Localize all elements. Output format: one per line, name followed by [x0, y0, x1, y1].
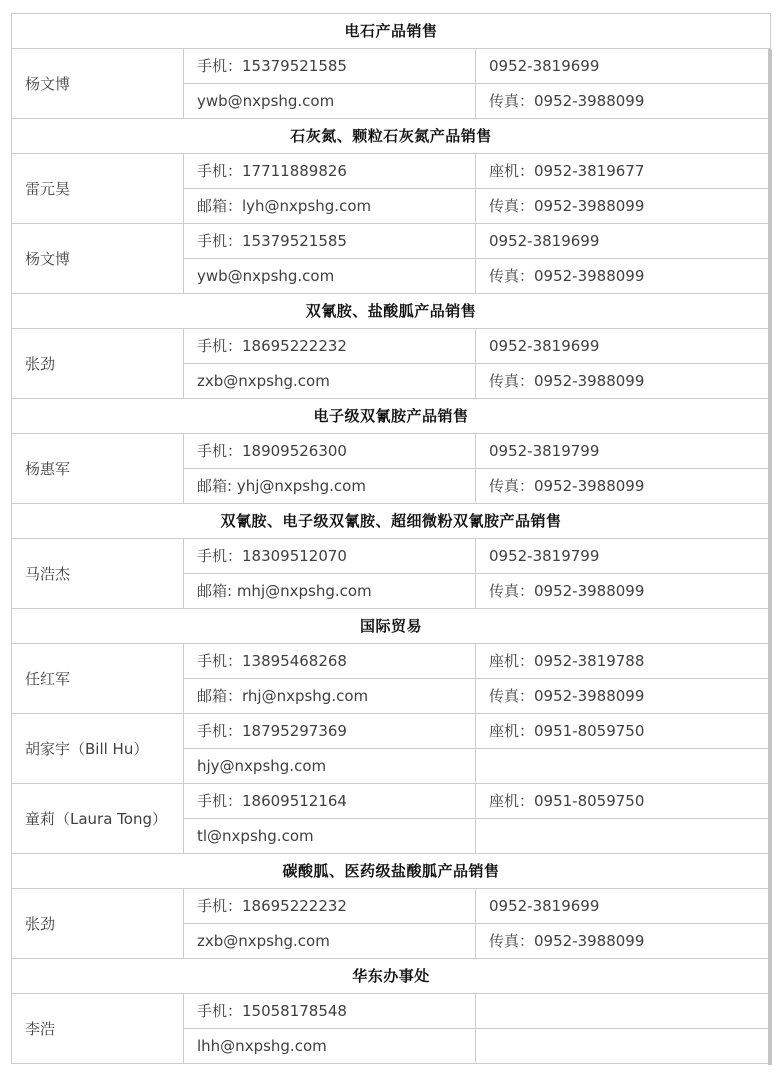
- contact-phone: 座机：0951-8059750: [476, 714, 771, 749]
- contact-name: 李浩: [12, 994, 184, 1064]
- contact-row-primary: [12, 224, 771, 259]
- contact-fax: 传真：0952-3988099: [476, 924, 771, 959]
- section-title: 双氰胺、盐酸胍产品销售: [12, 294, 771, 329]
- section-header-row: [12, 609, 771, 644]
- contact-email: ywb@nxpshg.com: [184, 259, 476, 294]
- contact-email: tl@nxpshg.com: [184, 819, 476, 854]
- contact-fax: 传真：0952-3988099: [476, 364, 771, 399]
- section-title: 电子级双氰胺产品销售: [12, 399, 771, 434]
- contact-name: 张劲: [12, 329, 184, 399]
- contact-name: 雷元昊: [12, 154, 184, 224]
- contact-email: zxb@nxpshg.com: [184, 364, 476, 399]
- contact-mobile: 手机：18795297369: [184, 714, 476, 749]
- contact-name: 任红军: [12, 644, 184, 714]
- contact-fax: 传真：0952-3988099: [476, 574, 771, 609]
- contact-fax: 传真：0952-3988099: [476, 469, 771, 504]
- contact-name: 胡家宇（Bill Hu）: [12, 714, 184, 784]
- contact-phone: 0952-3819699: [476, 224, 771, 259]
- contact-phone: 0952-3819699: [476, 49, 771, 84]
- contact-mobile: 手机：17711889826: [184, 154, 476, 189]
- contact-name: 张劲: [12, 889, 184, 959]
- contact-email: 邮箱：lyh@nxpshg.com: [184, 189, 476, 224]
- contact-mobile: 手机：13895468268: [184, 644, 476, 679]
- contact-name: 马浩杰: [12, 539, 184, 609]
- contact-row-primary: [12, 784, 771, 819]
- contact-phone: 0952-3819799: [476, 434, 771, 469]
- contact-fax: 传真：0952-3988099: [476, 259, 771, 294]
- section-title: 华东办事处: [12, 959, 771, 994]
- section-header-row: [12, 399, 771, 434]
- contact-row-primary: [12, 994, 771, 1029]
- contact-mobile: 手机：15379521585: [184, 224, 476, 259]
- contact-email: hjy@nxpshg.com: [184, 749, 476, 784]
- contact-phone: 座机：0952-3819677: [476, 154, 771, 189]
- contact-phone: 0952-3819699: [476, 889, 771, 924]
- contact-row-primary: [12, 714, 771, 749]
- contact-fax: [476, 819, 771, 854]
- contact-table: [11, 13, 771, 1064]
- section-header-row: [12, 504, 771, 539]
- contact-mobile: 手机：18695222232: [184, 329, 476, 364]
- contact-table-body: [12, 14, 771, 1064]
- contact-name: 杨惠军: [12, 434, 184, 504]
- section-title: 电石产品销售: [12, 14, 771, 49]
- contact-fax: 传真：0952-3988099: [476, 189, 771, 224]
- section-title: 石灰氮、颗粒石灰氮产品销售: [12, 119, 771, 154]
- contact-fax: 传真：0952-3988099: [476, 84, 771, 119]
- section-header-row: [12, 854, 771, 889]
- contact-mobile: 手机：18609512164: [184, 784, 476, 819]
- contact-name: 杨文博: [12, 49, 184, 119]
- contact-phone: 座机：0952-3819788: [476, 644, 771, 679]
- contact-email: 邮箱: yhj@nxpshg.com: [184, 469, 476, 504]
- contact-email: ywb@nxpshg.com: [184, 84, 476, 119]
- contact-row-primary: [12, 889, 771, 924]
- contact-name: 童莉（Laura Tong）: [12, 784, 184, 854]
- contact-email: 邮箱：rhj@nxpshg.com: [184, 679, 476, 714]
- contact-row-primary: [12, 644, 771, 679]
- section-header-row: [12, 959, 771, 994]
- contact-phone: 0952-3819699: [476, 329, 771, 364]
- section-title: 碳酸胍、医药级盐酸胍产品销售: [12, 854, 771, 889]
- section-header-row: [12, 119, 771, 154]
- contact-row-primary: [12, 329, 771, 364]
- contact-phone: 座机：0951-8059750: [476, 784, 771, 819]
- contact-row-primary: [12, 539, 771, 574]
- contact-fax: [476, 749, 771, 784]
- contact-name: 杨文博: [12, 224, 184, 294]
- contact-email: 邮箱: mhj@nxpshg.com: [184, 574, 476, 609]
- contact-row-primary: [12, 434, 771, 469]
- contact-mobile: 手机：18909526300: [184, 434, 476, 469]
- contact-mobile: 手机：18309512070: [184, 539, 476, 574]
- vertical-scrollbar[interactable]: [768, 49, 772, 1065]
- section-header-row: [12, 14, 771, 49]
- contact-row-primary: [12, 154, 771, 189]
- contact-email: lhh@nxpshg.com: [184, 1029, 476, 1064]
- contact-mobile: 手机：15058178548: [184, 994, 476, 1029]
- section-title: 国际贸易: [12, 609, 771, 644]
- contact-email: zxb@nxpshg.com: [184, 924, 476, 959]
- contact-row-primary: [12, 49, 771, 84]
- contact-fax: 传真：0952-3988099: [476, 679, 771, 714]
- contact-mobile: 手机：18695222232: [184, 889, 476, 924]
- contact-phone: [476, 994, 771, 1029]
- contact-phone: 0952-3819799: [476, 539, 771, 574]
- section-title: 双氰胺、电子级双氰胺、超细微粉双氰胺产品销售: [12, 504, 771, 539]
- section-header-row: [12, 294, 771, 329]
- contact-mobile: 手机：15379521585: [184, 49, 476, 84]
- contact-fax: [476, 1029, 771, 1064]
